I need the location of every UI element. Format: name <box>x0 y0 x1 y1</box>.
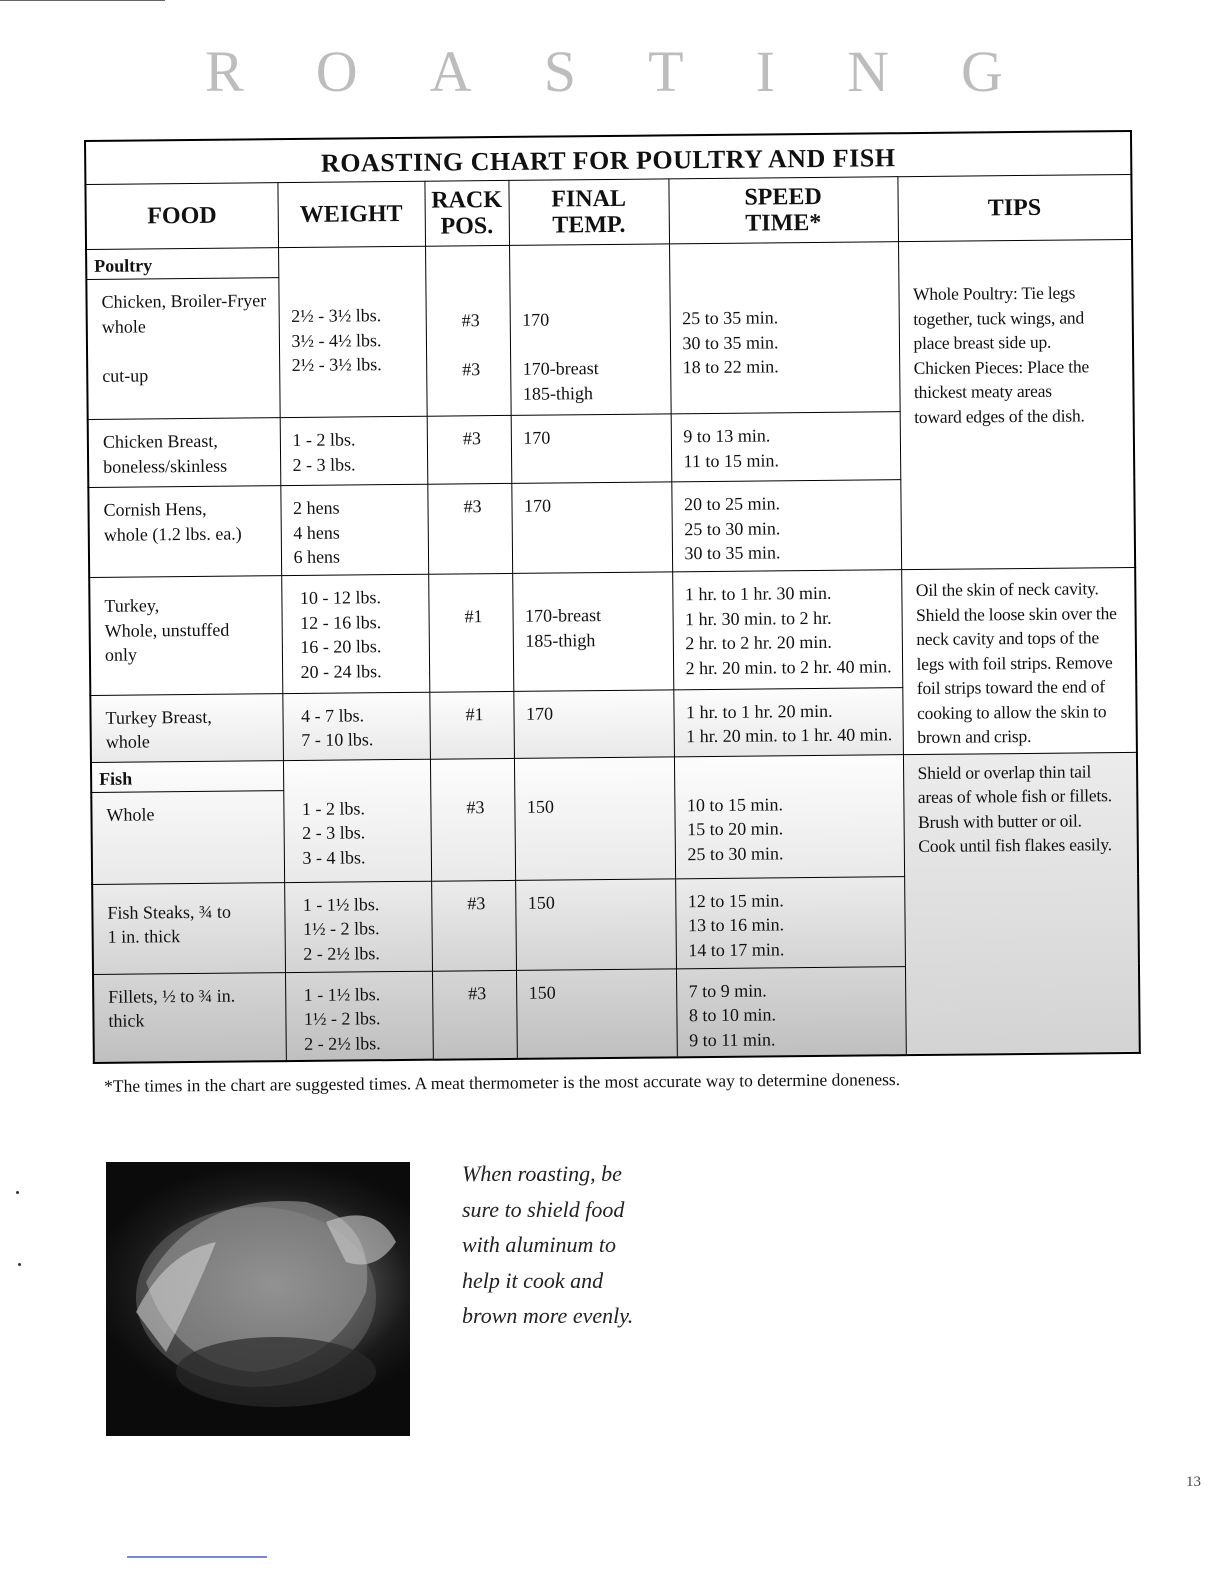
weight-value: 1 - 2 lbs. 2 - 3 lbs. 3 - 4 lbs. <box>301 797 366 868</box>
col-header-temp: FINAL TEMP. <box>508 179 669 246</box>
header-row <box>85 174 1132 249</box>
weight-cell <box>280 484 428 575</box>
rack-cell <box>432 970 517 1060</box>
weight-cell <box>282 692 430 760</box>
time-value: 20 to 25 min. 25 to 30 min. 30 to 35 min. <box>683 493 781 564</box>
weight-value: 1 - 2 lbs. 2 - 3 lbs. <box>292 429 356 475</box>
table-row <box>86 239 1134 419</box>
bottom-rule <box>127 1556 267 1558</box>
weight-value: 1 - 1½ lbs. 1½ - 2 lbs. 2 - 2½ lbs. <box>303 983 381 1054</box>
rack-cell <box>431 880 516 971</box>
rack-value: #3 <box>466 796 485 817</box>
weight-cell <box>285 971 433 1061</box>
time-cell <box>675 876 905 968</box>
col-header-time: SPEED TIME* <box>668 177 898 244</box>
heading-letter: O <box>315 39 360 104</box>
rack-value: #3 <box>468 982 487 1003</box>
rack-value: #1 <box>464 606 483 627</box>
temp-cell <box>509 244 671 416</box>
food-name: Whole <box>106 803 155 825</box>
table-row <box>91 752 1138 884</box>
time-cell <box>676 966 906 1057</box>
tips-turkey: Oil the skin of neck cavity. Shield the loose skin over the neck cavity and tops of the legs with foil strips. Remove foil strips toward the end of cooking to allow the skin to brown and crisp. <box>915 578 1117 748</box>
weight-cell <box>284 881 432 972</box>
margin-dot <box>16 1191 19 1194</box>
photo-caption: When roasting, be sure to shield food with aluminum to help it cook and brown more evenly. <box>462 1161 634 1328</box>
food-name: Cornish Hens, whole (1.2 lbs. ea.) <box>103 498 242 545</box>
rack-value: #3 <box>463 496 482 517</box>
col-header-weight: WEIGHT <box>277 181 425 247</box>
time-cell <box>669 242 900 414</box>
food-cell <box>92 882 285 974</box>
rack-cell <box>428 573 513 692</box>
time-value: 10 to 15 min. 15 to 20 min. 25 to 30 min. <box>686 793 784 864</box>
tips-cell-fish <box>903 752 1140 1055</box>
rack-cell <box>427 483 512 574</box>
roast-poultry-photo <box>106 1162 410 1436</box>
heading-letter: N <box>847 39 891 104</box>
heading-letter: A <box>429 39 474 104</box>
roasting-table <box>84 130 1141 1064</box>
rack-cell <box>430 758 515 881</box>
food-name: Fish Steaks, ¾ to 1 in. thick <box>107 901 232 947</box>
heading-letter: I <box>755 39 777 104</box>
rack-cell <box>427 415 512 484</box>
rack-cell <box>425 245 511 416</box>
food-cell <box>91 760 284 884</box>
food-name: Turkey Breast, whole <box>105 706 212 753</box>
top-rule <box>0 0 165 1</box>
food-name: Chicken Breast, boneless/skinless <box>102 430 228 477</box>
time-value: 12 to 15 min. 13 to 16 min. 14 to 17 min. <box>687 889 785 960</box>
weight-cell <box>280 416 428 485</box>
food-name: Turkey, Whole, unstuffed only <box>104 595 230 665</box>
temp-cell <box>511 482 672 574</box>
food-cell <box>88 486 281 578</box>
col-header-tips: TIPS <box>897 174 1132 241</box>
page-heading <box>205 38 1005 105</box>
tips-cell-turkey <box>901 567 1137 754</box>
food-cell <box>93 972 286 1063</box>
section-label-fish: Fish <box>91 761 284 793</box>
weight-value: 1 - 1½ lbs. 1½ - 2 lbs. 2 - 2½ lbs. <box>302 893 380 964</box>
footnote: *The times in the chart are suggested times. A meat thermometer is the most accurate way to determine doneness. <box>104 1069 901 1096</box>
food-name: Chicken, Broiler-Fryer whole cut-up <box>101 290 267 386</box>
chart-title: ROASTING CHART FOR POULTRY AND FISH <box>85 131 1131 185</box>
temp-cell <box>512 572 673 691</box>
heading-letter: G <box>961 39 1005 104</box>
roasting-chart <box>84 140 1142 1061</box>
temp-value: 150 <box>526 796 555 817</box>
rack-value: #3 <box>462 428 481 449</box>
temp-value: 170 <box>523 427 551 448</box>
rack-value: #1 <box>465 703 484 725</box>
time-value: 7 to 9 min. 8 to 10 min. 9 to 11 min. <box>688 979 777 1050</box>
time-cell <box>672 570 902 690</box>
food-cell <box>90 693 283 762</box>
heading-letter: T <box>648 39 686 104</box>
heading-letter: R <box>205 39 246 104</box>
temp-value: 170 <box>525 703 554 724</box>
weight-cell <box>278 246 427 417</box>
temp-value: 150 <box>527 892 555 913</box>
weight-value: 2½ - 3½ lbs. 3½ - 4½ lbs. 2½ - 3½ lbs. <box>291 305 382 376</box>
rack-value: #3 <box>467 892 486 913</box>
rack-cell <box>429 691 514 759</box>
tips-cell-poultry <box>898 239 1135 569</box>
tips-poultry: Whole Poultry: Tie legs together, tuck wings, and place breast side up. Chicken Pieces: Place the thickest meaty areas toward edges of the dish. <box>912 282 1090 427</box>
weight-value: 4 - 7 lbs. 7 - 10 lbs. <box>300 705 374 751</box>
temp-cell <box>515 878 676 970</box>
page-number: 13 <box>1186 1474 1201 1490</box>
time-value: 1 hr. to 1 hr. 30 min. 1 hr. 30 min. to 2 hr. 2 hr. to 2 hr. 20 min. 2 hr. 20 min. to 2 hr. 40 min. <box>684 582 892 678</box>
col-header-rack: RACK POS. <box>424 180 509 246</box>
time-cell <box>673 687 903 756</box>
time-value: 1 hr. to 1 hr. 20 min. 1 hr. 20 min. to 1 hr. 40 min. <box>685 700 893 747</box>
time-value: 9 to 13 min. 11 to 15 min. <box>683 425 780 471</box>
temp-cell <box>516 968 677 1059</box>
weight-cell <box>281 574 429 693</box>
roast-poultry-illustration <box>106 1162 410 1436</box>
weight-cell <box>283 759 431 882</box>
margin-dot <box>18 1263 21 1266</box>
food-name: Fillets, ½ to ¾ in. thick <box>108 985 236 1031</box>
time-cell <box>674 754 904 878</box>
food-cell <box>88 418 281 488</box>
time-cell <box>671 412 901 482</box>
temp-value: 170-breast 185-thigh <box>524 605 602 651</box>
table-row <box>89 567 1136 695</box>
time-value: 25 to 35 min. 30 to 35 min. 18 to 22 min. <box>682 307 779 378</box>
tips-fish: Shield or overlap thin tail areas of whole fish or fillets. Brush with butter or oil. Cook until fish flakes easily. <box>917 760 1113 857</box>
temp-value: 170 <box>523 495 552 516</box>
weight-value: 10 - 12 lbs. 12 - 16 lbs. 16 - 20 lbs. 20 - 24 lbs. <box>299 587 382 682</box>
temp-cell <box>514 756 675 880</box>
temp-value: 170 170-breast 185-thigh <box>522 309 599 404</box>
food-cell <box>89 576 282 696</box>
col-header-food: FOOD <box>85 183 278 250</box>
food-cell <box>86 248 280 420</box>
temp-value: 150 <box>528 982 556 1003</box>
temp-cell <box>511 414 672 484</box>
section-label-poultry: Poultry <box>86 248 279 280</box>
rack-value: #3 #3 <box>461 310 481 380</box>
temp-cell <box>513 690 674 758</box>
time-cell <box>671 480 901 572</box>
heading-letter: S <box>543 39 579 104</box>
weight-value: 2 hens 4 hens 6 hens <box>292 497 341 568</box>
